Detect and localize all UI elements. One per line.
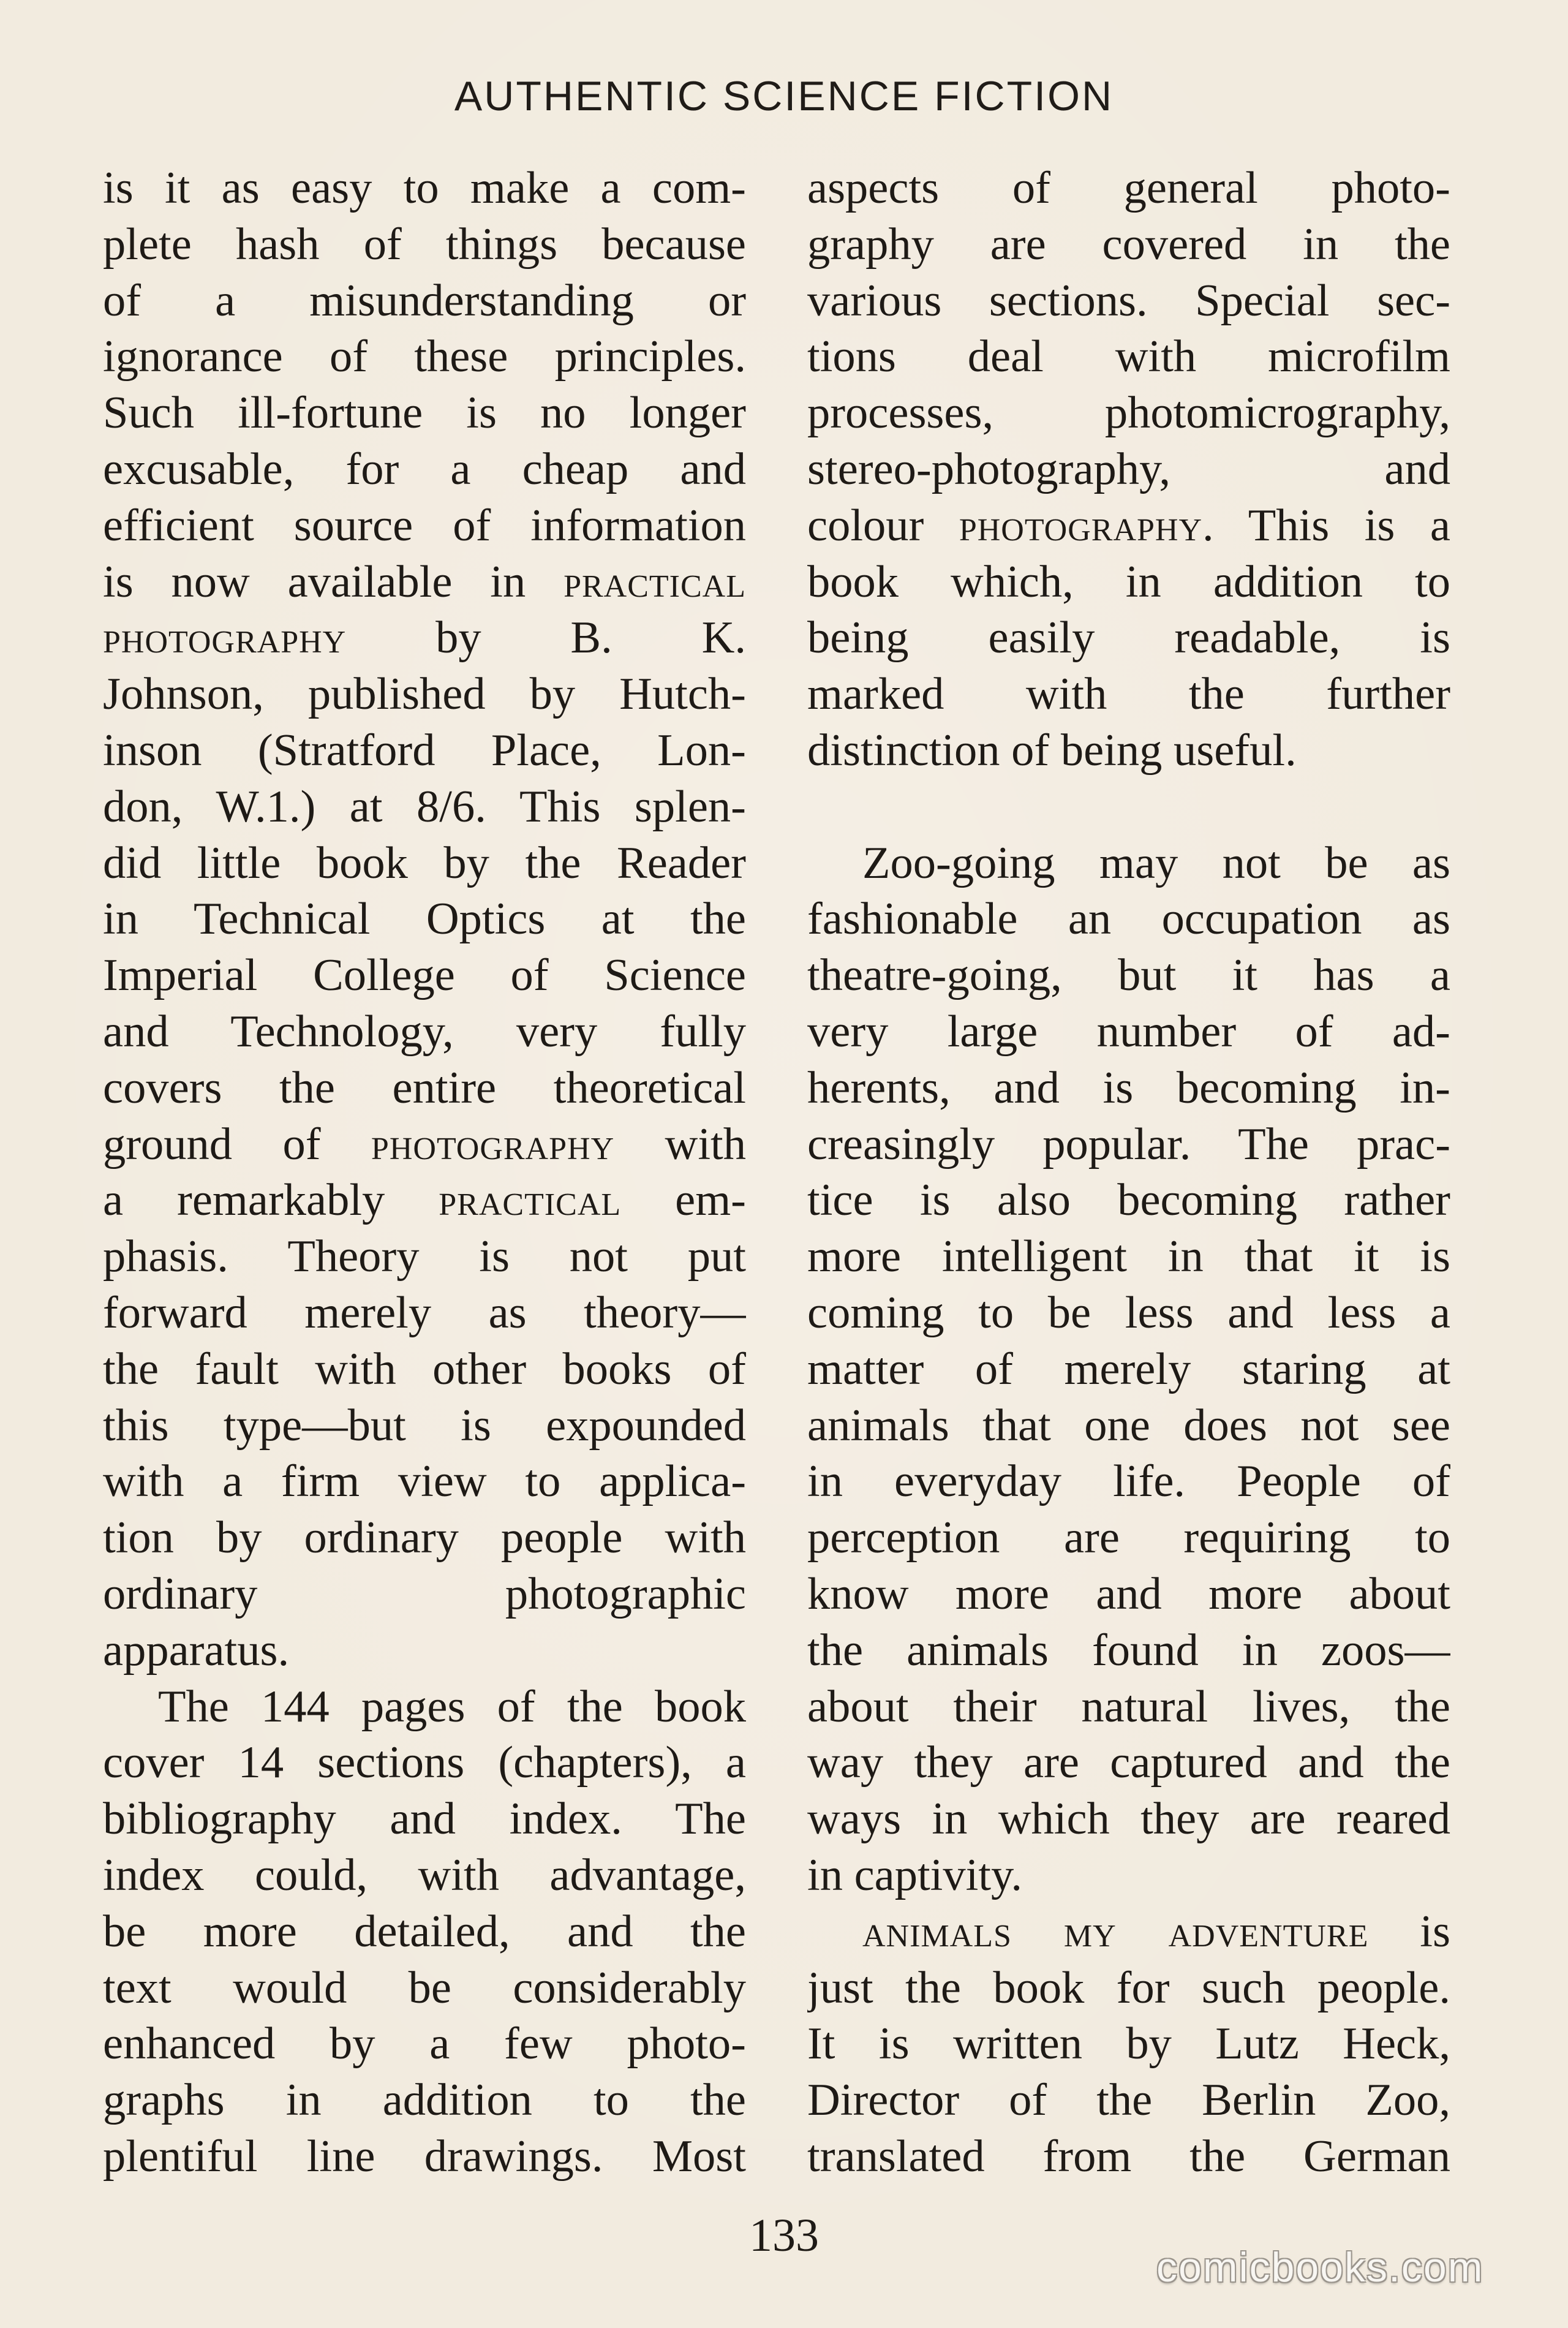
text-line: translated from the German [807, 2131, 1450, 2182]
text-line: colour photography. This is a [807, 500, 1450, 551]
text-line: book which, in addition to [807, 556, 1450, 607]
text-line: be more detailed, and the [103, 1906, 746, 1957]
text-line: of a misunderstanding or [103, 275, 746, 326]
small-caps-title: practical [564, 556, 746, 607]
text-line: is it as easy to make a com- [103, 163, 746, 213]
text-line: don, W.1.) at 8/6. This splen- [103, 781, 746, 832]
text-line: ways in which they are reared [807, 1794, 1450, 1845]
text-line: marked with the further [807, 669, 1450, 720]
text-line: the animals found in zoos— [807, 1625, 1450, 1676]
text-line: processes, photomicrography, [807, 388, 1450, 439]
text-line: apparatus. [103, 1625, 290, 1676]
text-line: stereo-photography, and [807, 444, 1450, 494]
text-line: photography by B. K. [103, 613, 746, 663]
text-line: plentiful line drawings. Most [103, 2131, 746, 2182]
text-line: fashionable an occupation as [807, 894, 1450, 945]
text-line: is now available in practical [103, 556, 746, 607]
text-line: and Technology, very fully [103, 1006, 746, 1057]
right-text-column [807, 161, 1450, 2185]
text-line: forward merely as theory— [103, 1287, 746, 1338]
text-line: index could, with advantage, [103, 1850, 746, 1900]
text-line: Zoo-going may not be as [862, 837, 1450, 888]
text-line: phasis. Theory is not put [103, 1231, 746, 1282]
text-line: in everyday life. People of [807, 1456, 1450, 1507]
site-watermark: comicbooks.com [1156, 2244, 1484, 2291]
text-line: distinction of being useful. [807, 725, 1297, 776]
text-line: cover 14 sections (chapters), a [103, 1737, 746, 1788]
text-line: various sections. Special sec- [807, 275, 1450, 326]
text-line: Johnson, published by Hutch- [103, 669, 746, 720]
text-line: coming to be less and less a [807, 1287, 1450, 1338]
text-line: more intelligent in that it is [807, 1231, 1450, 1282]
text-line: It is written by Lutz Heck, [807, 2019, 1450, 2069]
text-line: herents, and is becoming in- [807, 1062, 1450, 1113]
text-line: bibliography and index. The [103, 1794, 746, 1845]
text-line: in Technical Optics at the [103, 894, 746, 945]
text-line: tion by ordinary people with [103, 1513, 746, 1563]
small-caps-title: animals my adventure [862, 1906, 1369, 1957]
text-line: being easily readable, is [807, 613, 1450, 663]
text-line: graphy are covered in the [807, 219, 1450, 270]
text-line: ground of photography with [103, 1119, 746, 1170]
text-line: about their natural lives, the [807, 1681, 1450, 1732]
text-line: just the book for such people. [807, 1962, 1450, 2013]
text-line: a remarkably practical em- [103, 1175, 746, 1226]
text-line: graphs in addition to the [103, 2075, 746, 2126]
text-line: tice is also becoming rather [807, 1175, 1450, 1226]
text-line: perception are requiring to [807, 1513, 1450, 1563]
small-caps-title: photography [103, 613, 347, 663]
text-line: theatre-going, but it has a [807, 950, 1450, 1001]
text-line: plete hash of things because [103, 219, 746, 270]
text-line: excusable, for a cheap and [103, 444, 746, 494]
text-line: animals my adventure is [862, 1906, 1450, 1957]
text-line: text would be considerably [103, 1962, 746, 2013]
text-line: The 144 pages of the book [158, 1681, 746, 1732]
text-line: with a firm view to applica- [103, 1456, 746, 1507]
text-line: know more and more about [807, 1568, 1450, 1619]
running-head: AUTHENTIC SCIENCE FICTION [454, 73, 1114, 119]
text-line: matter of merely staring at [807, 1344, 1450, 1394]
text-line: in captivity. [807, 1850, 1023, 1900]
text-line: covers the entire theoretical [103, 1062, 746, 1113]
text-line: Director of the Berlin Zoo, [807, 2075, 1450, 2126]
text-line: did little book by the Reader [103, 837, 746, 888]
text-line: tions deal with microfilm [807, 331, 1450, 382]
left-text-column [103, 161, 746, 2185]
text-line: this type—but is expounded [103, 1400, 746, 1451]
text-line: ordinary photographic [103, 1568, 746, 1619]
text-line: very large number of ad- [807, 1006, 1450, 1057]
text-line: creasingly popular. The prac- [807, 1119, 1450, 1170]
small-caps-title: practical [439, 1175, 622, 1226]
small-caps-title: photography [371, 1119, 615, 1170]
text-line: Imperial College of Science [103, 950, 746, 1001]
text-line: efficient source of information [103, 500, 746, 551]
text-line: enhanced by a few photo- [103, 2019, 746, 2069]
text-line: aspects of general photo- [807, 163, 1450, 213]
text-line: inson (Stratford Place, Lon- [103, 725, 746, 776]
text-line: the fault with other books of [103, 1344, 746, 1394]
small-caps-title: photography [959, 500, 1203, 551]
text-line: animals that one does not see [807, 1400, 1450, 1451]
text-line [807, 779, 1450, 836]
text-line: ignorance of these principles. [103, 331, 746, 382]
text-line: Such ill-fortune is no longer [103, 388, 746, 439]
text-line: way they are captured and the [807, 1737, 1450, 1788]
page-number: 133 [749, 2210, 819, 2261]
